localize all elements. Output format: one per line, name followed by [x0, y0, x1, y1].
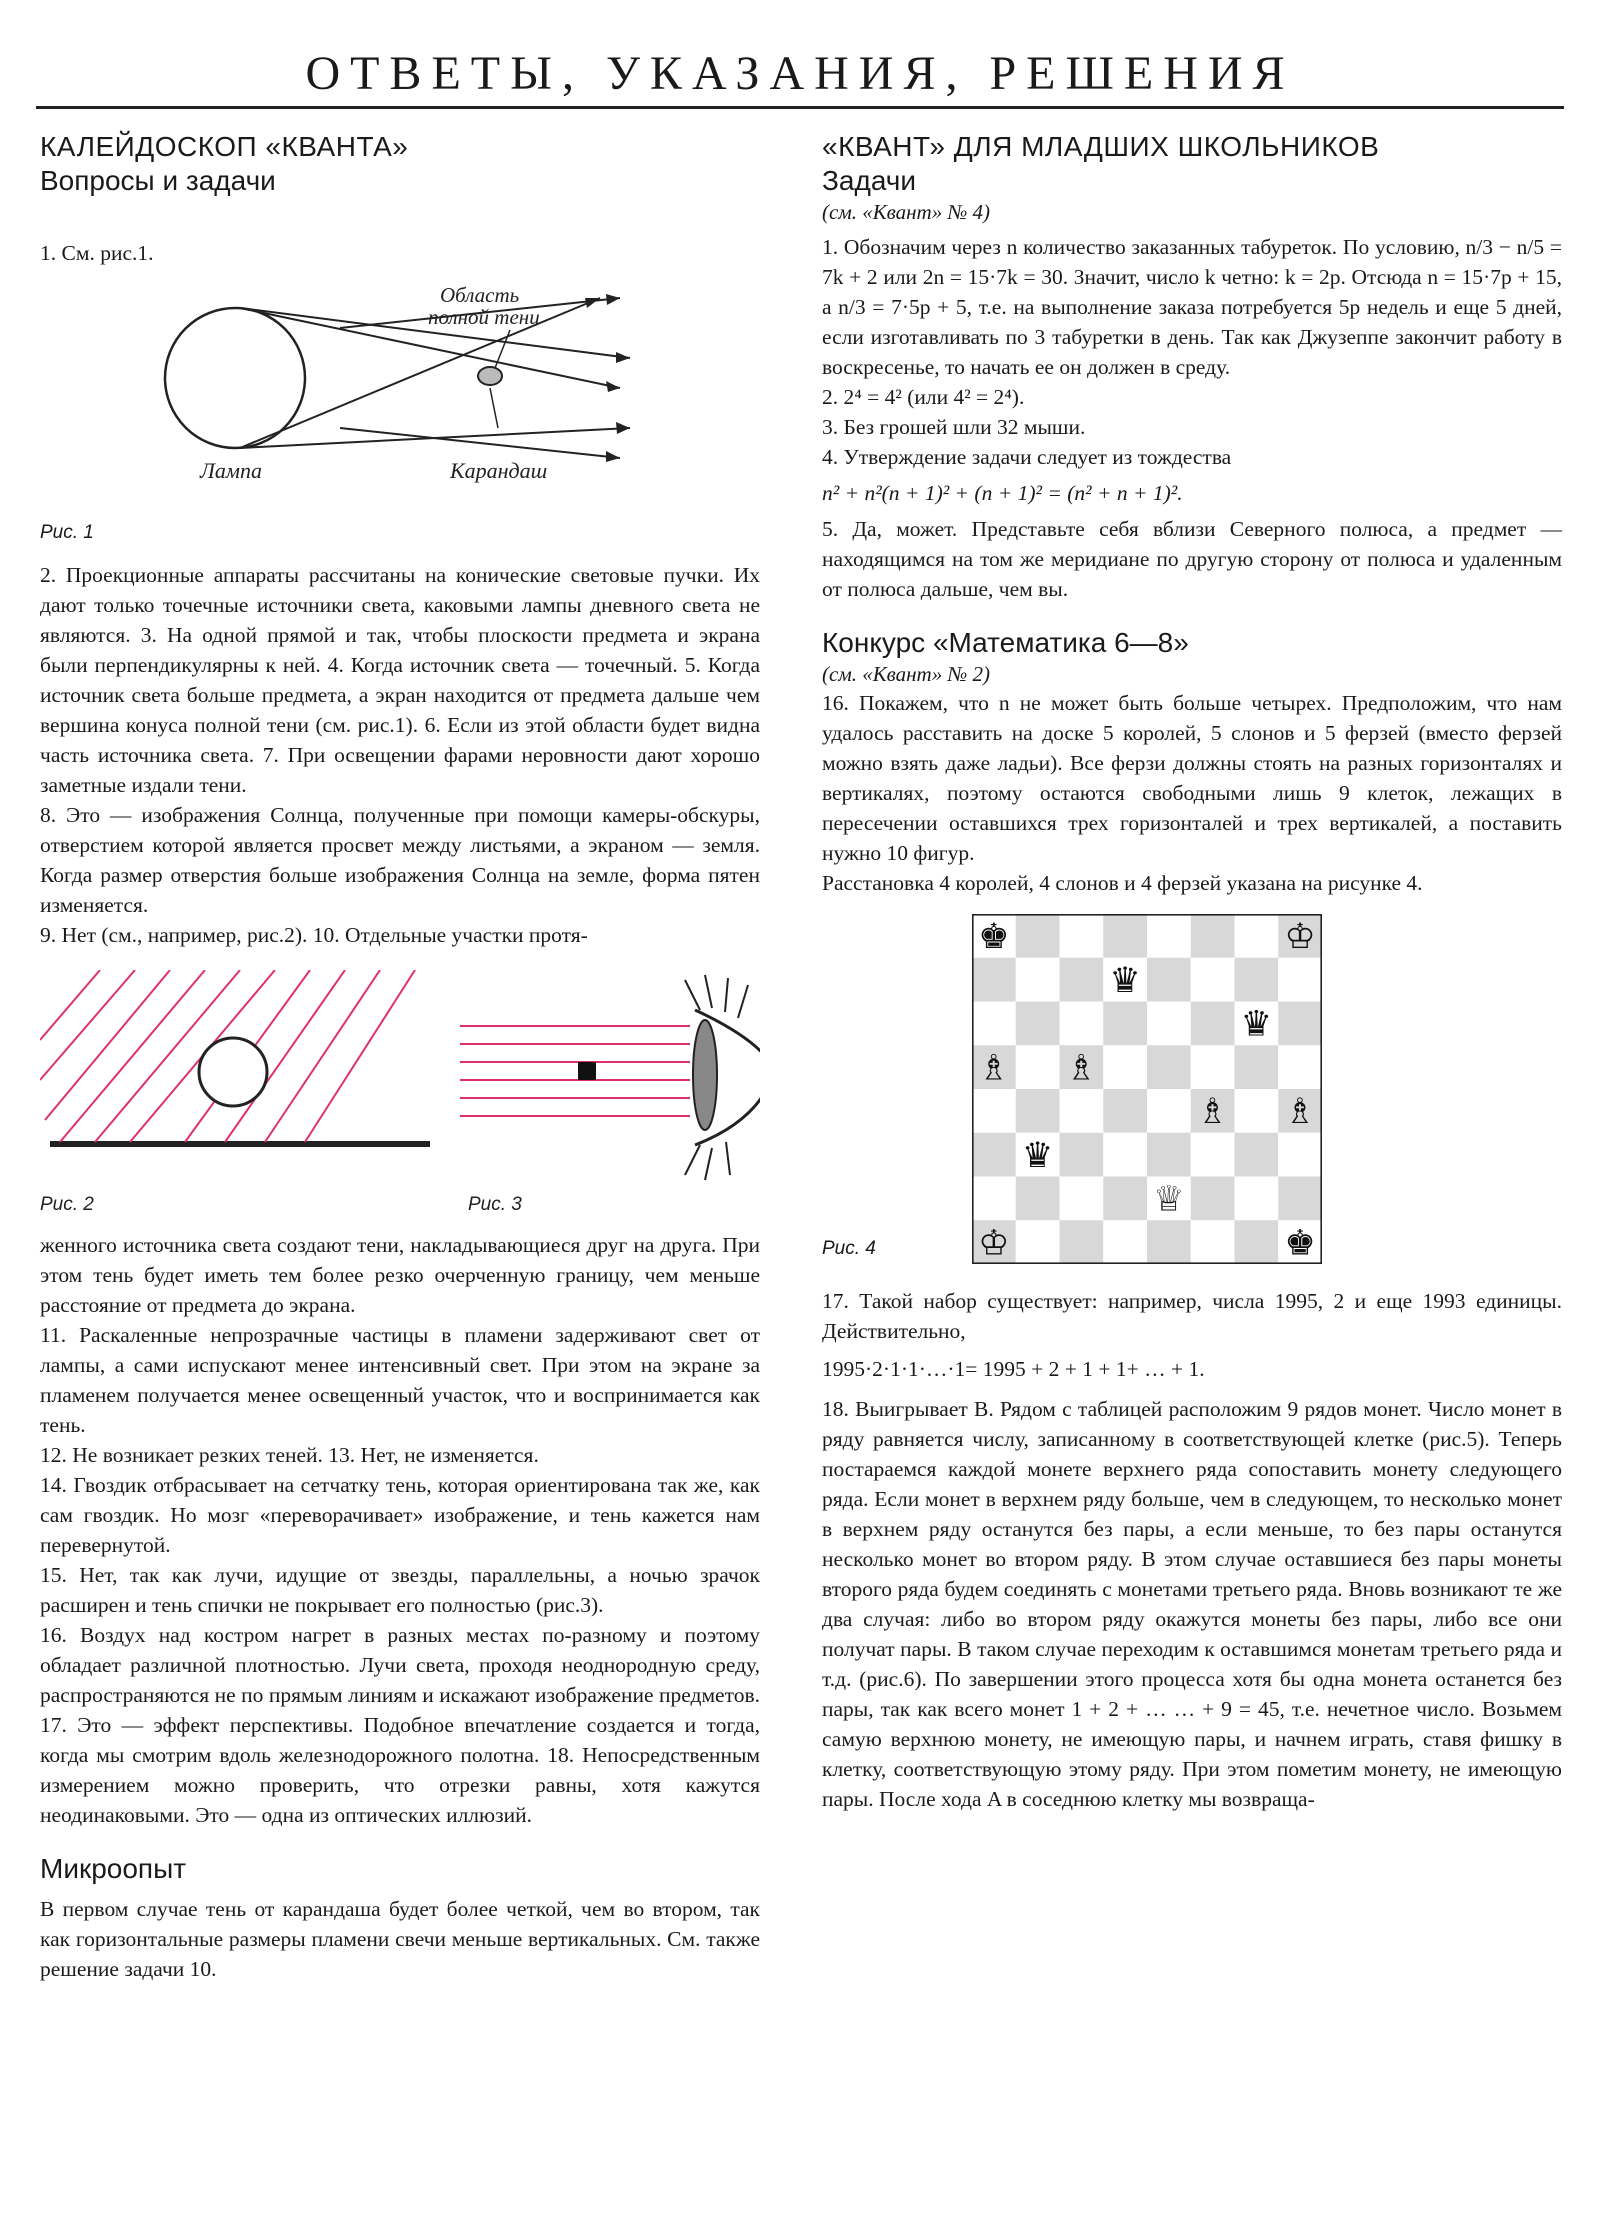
label-pencil: Карандаш — [450, 458, 548, 483]
label-full-shadow: полной тени — [428, 305, 540, 329]
figure-1-lamp-pencil — [40, 268, 760, 488]
solution-18: 18. Выигрывает B. Рядом с таблицей расположим 9 рядов монет. Число монет в ряду равняется числу, записанному в соответствующей клетке (рис.5). Теперь постараемся каждой монете верхнего ряда сопоставить монету следующего ряда. Если монет в верхнем ряду больше, чем в следующем, то несколько монет в верхнем ряду останутся без пары, а если меньше, то без пары останутся несколько монет во втором ряду. В этом случае оставшиеся без пары монеты второго ряда будем соединять с монетами третьего ряда. Вновь возникают те же два случая: либо во втором ряду окажутся монеты без пары, либо все они получат пары. В таком случае переходим к оставшимся монетам третьего ряда и т.д. (рис.6). По завершении этого процесса хотя бы одна монета останется без пары, так как всего монет 1 + 2 + … … + 9 = 45, т.е. нечетное число. Возьмем самую верхнюю монету, не имеющую пары, и начнем играть, ставя фишку в клетку, соответствующую этому ряду. При этом пометим монету, не имеющую пары. После хода A в соседнюю клетку мы возвраща- — [822, 1397, 1562, 1811]
chess-square — [1016, 1220, 1060, 1264]
chess-square — [1016, 914, 1060, 958]
chess-square — [1278, 958, 1322, 1002]
answer-10-continued: женного источника света создают тени, накладывающиеся друг на друга. При этом тень будет иметь тем более резко очерченную границу, чем меньше расстояние от предмета до экрана. — [40, 1233, 760, 1317]
chess-square — [1016, 1177, 1060, 1221]
answers-2-7: 2. Проекционные аппараты рассчитаны на конические световые пучки. Их дают только точечные источники света, каковыми лампы дневного света не являются. 3. На одной прямой и так, чтобы плоскости предмета и экрана были перпендикулярны к ней. 4. Когда источник света — точечный. 5. Когда источник света больше предмета, а экран находится от предмета дальше чем вершина конуса полной тени (см. рис.1). 6. Если из этой области будет видна часть источника света. 7. При освещении фарами неровности дают хорошо заметные издали тени. — [40, 563, 760, 797]
chess-piece: ♔ — [978, 1223, 1010, 1264]
chess-square — [1147, 914, 1191, 958]
label-lamp: Лампа — [200, 458, 262, 483]
answers-12-13: 12. Не возникает резких теней. 13. Нет, не изменяется. — [40, 1443, 539, 1467]
chess-square — [972, 1089, 1016, 1133]
solution-3: 3. Без грошей шли 32 мыши. — [822, 415, 1086, 439]
section-subtitle-questions: Вопросы и задачи — [40, 165, 276, 196]
solution-4: 4. Утверждение задачи следует из тождества — [822, 445, 1232, 469]
chess-square — [972, 958, 1016, 1002]
chess-square — [1278, 1133, 1322, 1177]
answers-9-10: 9. Нет (см., например, рис.2). 10. Отдельные участки протя- — [40, 923, 588, 947]
chess-square — [1278, 1045, 1322, 1089]
header-rule — [36, 106, 1564, 109]
figure-3-eye — [460, 975, 760, 1180]
answer-11: 11. Раскаленные непрозрачные частицы в пламени задерживают свет от лампы, а сами испускают менее интенсивный свет. При этом на экране за пламенем получается менее освещенный участок, что и воспринимается как тень. — [40, 1323, 760, 1437]
chess-square — [1235, 1045, 1279, 1089]
chess-square — [1103, 1133, 1147, 1177]
chess-square — [1191, 914, 1235, 958]
chess-square — [1060, 958, 1104, 1002]
chess-square — [1191, 1220, 1235, 1264]
solution-17: 17. Такой набор существует: например, числа 1995, 2 и еще 1993 единицы. Действительно, — [822, 1289, 1562, 1343]
label-area: Область — [440, 283, 520, 307]
section-subtitle-problems: Задачи — [822, 165, 917, 196]
micro-experiment-title: Микроопыт — [40, 1853, 187, 1884]
chess-square — [1016, 958, 1060, 1002]
answer-15: 15. Нет, так как лучи, идущие от звезды, параллельны, а ночью зрачок расширен и тень спички не покрывает его полностью (рис.3). — [40, 1563, 760, 1617]
figure-1-caption: Рис. 1 — [40, 522, 94, 543]
ball-circle — [199, 1038, 267, 1106]
chess-piece: ♛ — [1240, 1004, 1273, 1045]
chess-square — [1191, 1177, 1235, 1221]
chess-square — [1103, 1089, 1147, 1133]
figure-4-chessboard-block — [822, 914, 1562, 1274]
solution-5: 5. Да, может. Представьте себя вблизи Северного полюса, а предмет — находящимся на том же меридиане по другую сторону от полюса и удаленным от полюса дальше, чем вы. — [822, 517, 1562, 601]
match-square — [578, 1062, 596, 1080]
chess-square — [1147, 1220, 1191, 1264]
chess-square — [1147, 1133, 1191, 1177]
figure-2-parallel-rays — [40, 970, 430, 1144]
solution-1: 1. Обозначим через n количество заказанных табуреток. По условию, n/3 − n/5 = 7k + 2 или 2n = 15·7k = 30. Значит, число k четно: k = 2p. Отсюда n = 15·7p + 15, а n/3 = 7·5p + 5, т.е. на выполнение заказа потребуется 5p недель и еще 5 дней, если изготавливать по 3 табуретки в день. Так как Джузеппе закончит работу в воскресенье, то начать ее он должен в среду. — [822, 235, 1562, 379]
chess-square — [1016, 1045, 1060, 1089]
chess-square — [1060, 1177, 1104, 1221]
chess-piece: ♛ — [1109, 960, 1141, 1001]
chess-square — [1235, 1089, 1279, 1133]
source-ref-4: (см. «Квант» № 4) — [822, 200, 991, 224]
chess-square — [1147, 1089, 1191, 1133]
pencil-shadow — [478, 367, 502, 385]
section-title-kaleidoscope: КАЛЕЙДОСКОП «КВАНТА» — [40, 131, 409, 162]
figure-3-caption: Рис. 3 — [468, 1194, 522, 1215]
chess-square — [1103, 1002, 1147, 1046]
chess-square — [1147, 1045, 1191, 1089]
chess-square — [1103, 1220, 1147, 1264]
chess-square — [1016, 1002, 1060, 1046]
chess-square — [1235, 1220, 1279, 1264]
figure-4-caption: Рис. 4 — [822, 1238, 876, 1259]
chess-square — [972, 1133, 1016, 1177]
chess-piece: ♗ — [978, 1048, 1010, 1089]
chess-piece: ♕ — [1153, 1179, 1185, 1220]
chess-square — [1235, 1133, 1279, 1177]
solution-16: 16. Покажем, что n не может быть больше четырех. Предположим, что нам удалось расставить на доске 5 королей, 5 слонов и 5 ферзей (вместо ферзей можно взять даже ладьи). Все ферзи должны стоять на разных горизонталях и вертикалях, поэтому остаются свободными лишь 9 клеток, лежащих в пересечении оставшихся трех горизонталей и трех вертикалей, а поставить нужно 10 фигур. — [822, 691, 1562, 865]
contest-title: Конкурс «Математика 6—8» — [822, 627, 1189, 658]
chess-square — [1278, 1177, 1322, 1221]
chess-square — [1191, 958, 1235, 1002]
chess-square — [1060, 1002, 1104, 1046]
answers-16-18: 16. Воздух над костром нагрет в разных местах по-разному и поэтому обладает различной плотностью. Лучи света, проходя неоднородную среду, распространяются не по прямым линиям и искажают изображение предметов. 17. Это — эффект перспективы. Подобное впечатление создается и тогда, когда мы смотрим вдоль железнодорожного полотна. 18. Непосредственным измерением можно проверить, что отрезки равны, хотя кажутся неодинаковыми. Это — одна из оптических иллюзий. — [40, 1623, 760, 1827]
chess-square — [1147, 958, 1191, 1002]
chess-piece: ♗ — [1196, 1092, 1229, 1133]
chess-piece: ♚ — [978, 917, 1010, 958]
chess-square — [1103, 1045, 1147, 1089]
figure-2-caption: Рис. 2 — [40, 1194, 94, 1215]
chess-square — [1103, 1177, 1147, 1221]
source-ref-2: (см. «Квант» № 2) — [822, 662, 991, 686]
chess-piece: ♛ — [1021, 1135, 1054, 1176]
micro-experiment-text: В первом случае тень от карандаша будет более четкой, чем во втором, так как горизонтальные размеры пламени свечи меньше вертикальных. См. также решение задачи 10. — [40, 1897, 760, 1981]
formula-identity: n² + n²(n + 1)² + (n + 1)² = (n² + n + 1)². — [822, 481, 1183, 505]
chess-square — [1235, 1177, 1279, 1221]
chess-square — [1060, 914, 1104, 958]
chess-square — [972, 1177, 1016, 1221]
section-title-junior: «КВАНТ» ДЛЯ МЛАДШИХ ШКОЛЬНИКОВ — [822, 131, 1380, 162]
answer-14: 14. Гвоздик отбрасывает на сетчатку тень, которая ориентирована так же, как сам гвоздик. Но мозг «переворачивает» изображение, и тень кажется нам перевернутой. — [40, 1473, 760, 1557]
answer-8: 8. Это — изображения Солнца, полученные при помощи камеры-обскуры, отверстием которой является просвет между листьями, а экраном — земля. Когда размер отверстия больше изображения Солнца на земле, форма пятен изменяется. — [40, 803, 760, 917]
chess-square — [1060, 1089, 1104, 1133]
figures-2-3 — [40, 970, 760, 1230]
chess-square — [1278, 1002, 1322, 1046]
lamp-circle — [165, 308, 305, 448]
formula-product-sum: 1995·2·1·1·…·1= 1995 + 2 + 1 + 1+ … + 1. — [822, 1357, 1205, 1381]
chess-square — [1235, 958, 1279, 1002]
chess-square — [1060, 1220, 1104, 1264]
chess-square — [1235, 914, 1279, 958]
chess-square — [1016, 1089, 1060, 1133]
chess-piece: ♔ — [1284, 917, 1316, 958]
solution-2: 2. 2⁴ = 4² (или 4² = 2⁴). — [822, 385, 1025, 409]
chess-piece: ♚ — [1284, 1223, 1316, 1264]
chess-square — [1147, 1002, 1191, 1046]
chess-square — [1191, 1002, 1235, 1046]
right-column — [822, 130, 1562, 1814]
eye-pupil — [693, 1020, 717, 1130]
chessboard — [972, 914, 1322, 1264]
left-column — [40, 130, 760, 1984]
answer-1: 1. См. рис.1. — [40, 241, 154, 265]
chess-piece: ♗ — [1284, 1092, 1316, 1133]
chess-square — [1191, 1133, 1235, 1177]
chess-square — [972, 1002, 1016, 1046]
chess-square — [1060, 1133, 1104, 1177]
chess-square — [1103, 914, 1147, 958]
page-header: ОТВЕТЫ, УКАЗАНИЯ, РЕШЕНИЯ — [305, 47, 1295, 100]
chess-piece: ♗ — [1065, 1048, 1098, 1089]
solution-16-arrangement: Расстановка 4 королей, 4 слонов и 4 ферзей указана на рисунке 4. — [822, 871, 1423, 895]
chess-square — [1191, 1045, 1235, 1089]
